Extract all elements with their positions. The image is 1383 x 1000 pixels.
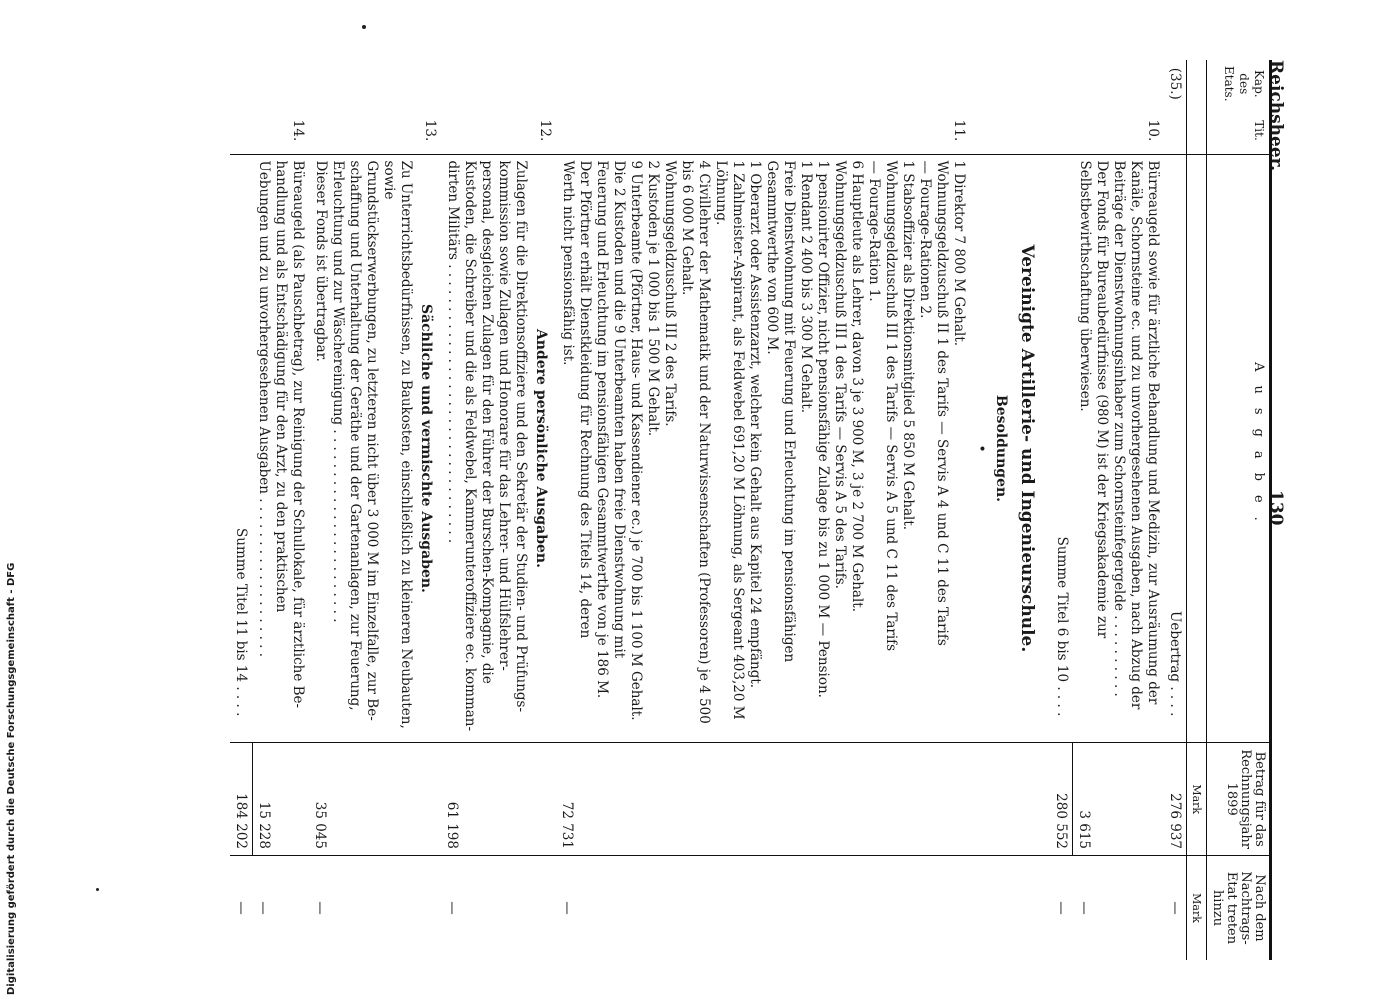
item-text	[313, 161, 415, 737]
kap-cell: (35.)	[1167, 67, 1183, 100]
text-line: Zulagen für die Direktionsoffiziere und den Sekretär der Studien- und Prüfungs-	[513, 160, 530, 713]
text-line: Büreaugeld (als Pauschbetrag), zur Reinigung der Schullokale, für ärztliche Be-	[290, 160, 307, 709]
item-heading: Andere persönliche Ausgaben.	[533, 328, 550, 568]
text-line: Werth nicht pensionsfähig ist.	[560, 160, 577, 366]
final-sum-label: Summe Titel 11 bis 14 . . . .	[233, 528, 250, 717]
text-line: Wohnungsgeldzuschuß III 1 des Tarifs — Servis A 5 des Tarifs.	[832, 160, 849, 589]
amount-cell: 35 045	[310, 743, 442, 856]
amount-cell: 3 615	[1073, 743, 1164, 856]
item-text	[256, 161, 307, 737]
item-block	[313, 161, 439, 737]
tit-cell: 12.	[442, 108, 557, 155]
table-row	[1051, 60, 1074, 960]
text-line: — Fourage-Rationen 2.	[917, 160, 934, 319]
amount-cell: 15 228	[253, 743, 310, 856]
header-kap-label: Kap.	[1252, 69, 1266, 98]
added-cell: —	[559, 901, 576, 915]
tit-cell	[1051, 108, 1074, 155]
running-head: Reichsheer.	[1266, 60, 1286, 171]
item-block	[560, 161, 968, 737]
text-line: dirten Militärs . . . . . . . . . . . . . . . . . . . . . . . . . . . . . . . . .	[445, 160, 462, 544]
text-line: 1 pensionirter Offizier, nicht pensionsfähige Zulage bis zu 1 000 M — Pension.	[815, 160, 832, 698]
desc-cell	[230, 154, 253, 743]
header-kap	[1207, 60, 1271, 108]
text-line: Zu Unterrichtsbedürfnissen, zu Baukosten, einschließlich zu kleineren Neubauten, sowie	[381, 160, 415, 729]
text-line: schaffung und Unterhaltung der Geräthe und der Gartenanlagen, zur Feuerung,	[347, 160, 364, 711]
desc-cell	[1164, 154, 1187, 743]
text-line: Der Pförtner erhält Dienstkleidung für Rechnung des Titels 14, deren	[577, 160, 594, 639]
kap-cell	[1051, 60, 1074, 108]
table-row	[253, 60, 310, 960]
page-number: 130	[1266, 490, 1286, 526]
item-block	[445, 161, 554, 737]
text-line: handlung und als Entschädigung für den Arzt, zu den praktischen	[273, 160, 290, 613]
text-line: Feuerung und Erleuchtung im pensionsfähigen Gesammtwerthe von je 186 M.	[594, 160, 611, 699]
header-des-etats: des Etats.	[1222, 66, 1251, 102]
tit-cell	[1164, 108, 1187, 155]
text-line: personal, desgleichen Zulagen für den Führer der Burschen-Kompagnie, die	[479, 160, 496, 684]
text-line: Die 2 Kustoden und die 9 Unterbeamten haben freie Dienstwohnung mit	[611, 160, 628, 659]
desc-cell	[1051, 154, 1074, 743]
header-tit-label: Tit.	[1252, 120, 1266, 141]
unit-a: Mark	[1187, 743, 1207, 856]
tit-cell	[971, 108, 1051, 155]
dfg-side-note	[6, 562, 26, 995]
item-heading: Sächliche und vermischte Ausgaben.	[418, 303, 435, 593]
added-cell: —	[1076, 901, 1092, 915]
text-line: Gesammtwerthe von 600 M.	[764, 160, 781, 355]
table-body	[230, 60, 1187, 960]
amount-cell: 72 731	[557, 743, 971, 856]
kap-cell	[557, 60, 971, 108]
text-line: Selbstbewirthschaftung überwiesen.	[1077, 160, 1093, 412]
text-line: 4 Civillehrer der Mathematik und der Naturwissenschaften (Professoren) je 4 500	[696, 160, 713, 724]
text-line: 6 Hauptleute als Lehrer, davon 3 je 3 900 M, 3 je 2 700 M Gehalt.	[849, 160, 866, 613]
text-line: Löhnung.	[713, 160, 730, 226]
text-line: Kustoden, die Schreiber und die als Feldwebel, Kammerunteroffiziere ec. komman-	[462, 160, 479, 732]
header-title: Ausgabe.	[1207, 154, 1271, 743]
table-row	[1164, 60, 1187, 960]
rotated-page	[50, 60, 1290, 960]
added-cell: —	[1053, 901, 1070, 915]
header-col-a: Betrag für das Rechnungsjahr 1899	[1207, 743, 1271, 856]
text-line: Der Fonds für Bureaubedürfnisse (980 M) ist der Kriegsakademie zur	[1094, 160, 1110, 639]
text-line: Freie Dienstwohnung mit Feuerung und Erleuchtung im pensionsfähigen	[781, 160, 798, 663]
added-cell: —	[312, 901, 329, 915]
text-line: Bürreaugeld sowie für ärztliche Behandlung und Medizin, zur Ausräumung der	[1145, 160, 1161, 705]
table-row	[557, 60, 971, 960]
text-line: — Fourage-Ration 1.	[866, 160, 883, 302]
desc-cell	[310, 154, 442, 743]
item-text	[560, 161, 968, 737]
tit-cell: 14.	[253, 108, 310, 155]
text-line: kommission sowie Zulagen und Honorare für das Lehrer- und Hülfslehrer-	[496, 160, 513, 671]
amount-cell: 184 202	[230, 743, 253, 856]
section-subtitle: Besoldungen.	[993, 394, 1010, 503]
table-header-row	[1207, 60, 1271, 960]
unit-b: Mark	[1187, 856, 1207, 961]
budget-table	[230, 60, 1272, 960]
text-line: Erleuchtung und zur Wäschereinigung . . . . . . . . . . . . . . . . . . . . . . .	[330, 160, 347, 623]
table-row	[442, 60, 557, 960]
header-col-b: Nach dem Nachtrags-Etat treten hinzu	[1207, 856, 1271, 961]
text-line: 1 Oberarzt oder Assistenzarzt, welcher kein Gehalt aus Kapitel 24 empfängt.	[747, 160, 764, 689]
tit-cell: 10.	[1073, 108, 1164, 155]
text-line: Grundstückserwerbungen, zu letzteren nicht über 3 000 M im Einzelfalle, zur Be-	[364, 160, 381, 721]
kap-cell	[310, 60, 442, 108]
text-line: Wohnungsgeldzuschuß III 1 des Tarifs — Servis A 5 und C 11 des Tarifs	[883, 160, 900, 652]
text-line: Dieser Fonds ist übertragbar.	[313, 160, 330, 362]
text-line: Kanäle, Schornsteine ec. und zu unvorhergesehenen Ausgaben, nach Abzug der	[1128, 160, 1144, 710]
kap-cell	[1073, 60, 1164, 108]
desc-cell	[1073, 154, 1164, 743]
kap-cell	[230, 60, 253, 108]
text-line: Uebungen und zu unvorhergesehenen Ausgaben . . . . . . . . . . . . . . . . . . .	[256, 160, 273, 658]
table-row	[971, 60, 1051, 960]
desc-cell	[253, 154, 310, 743]
table-row	[230, 60, 253, 960]
text-line: Wohnungsgeldzuschuß II 1 des Tarifs — Servis A 4 und C 11 des Tarifs	[934, 160, 951, 646]
dfg-side-note-text: Digitalisierung gefördert durch die Deutsche Forschungsgemeinschaft - DFG	[6, 562, 17, 995]
amount-cell	[971, 743, 1051, 856]
text-line: 1 Stabsoffizier als Direktionsmitglied 5 850 M Gehalt.	[900, 160, 917, 531]
table-row	[1073, 60, 1164, 960]
desc-cell	[971, 154, 1051, 743]
unit-row	[1187, 60, 1207, 960]
kap-cell	[253, 60, 310, 108]
sum-label: Summe Titel 6 bis 10 . . . .	[1054, 536, 1070, 717]
tit-cell: 11.	[557, 108, 971, 155]
text-line: Wohnungsgeldzuschuß III 2 des Tarifs.	[662, 160, 679, 427]
text-line: 1 Rendant 2 400 bis 3 300 M Gehalt.	[798, 160, 815, 414]
text-line: bis 6 000 M Gehalt.	[679, 160, 696, 296]
table-row	[310, 60, 442, 960]
desc-cell	[442, 154, 557, 743]
item-text	[445, 161, 530, 737]
kap-cell	[442, 60, 557, 108]
scan-speck	[362, 25, 366, 29]
amount-cell: 61 198	[442, 743, 557, 856]
text-line: 2 Kustoden je 1 000 bis 1 500 M Gehalt.	[645, 160, 662, 437]
section-title: Vereinigte Artillerie- und Ingenieurschule.	[1017, 244, 1038, 653]
kap-cell	[971, 60, 1051, 108]
text-line: 1 Direktor 7 800 M Gehalt.	[951, 160, 968, 347]
amount-cell: 280 552	[1051, 743, 1074, 856]
desc-cell	[557, 154, 971, 743]
tit-cell: 13.	[310, 108, 442, 155]
item-text	[1076, 161, 1161, 737]
added-cell	[971, 856, 1051, 961]
text-line: 1 Zahlmeister-Aspirant, als Feldwebel 691,20 M Löhnung, als Sergeant 403,20 M	[730, 160, 747, 720]
added-cell: —	[1167, 901, 1183, 915]
section-heading-block	[974, 161, 1048, 737]
added-cell: —	[233, 901, 249, 915]
text-line: Beiträge der Dienstwohnungsinhaber zum Schornsteinfegergelde . . . . . . . . . .	[1111, 160, 1127, 697]
ubertrag-label: Uebertrag . . . .	[1167, 611, 1183, 717]
added-cell: —	[444, 901, 461, 915]
item-block	[256, 161, 307, 737]
separator-dot: •	[973, 444, 990, 453]
amount-cell: 276 937	[1164, 743, 1187, 856]
header-tit	[1207, 108, 1271, 155]
text-line: 9 Unterbeamte (Pförtner, Haus- und Kassendiener ec.) je 700 bis 1 100 M Gehalt.	[628, 160, 645, 721]
tit-cell	[230, 108, 253, 155]
added-cell: —	[255, 901, 272, 915]
